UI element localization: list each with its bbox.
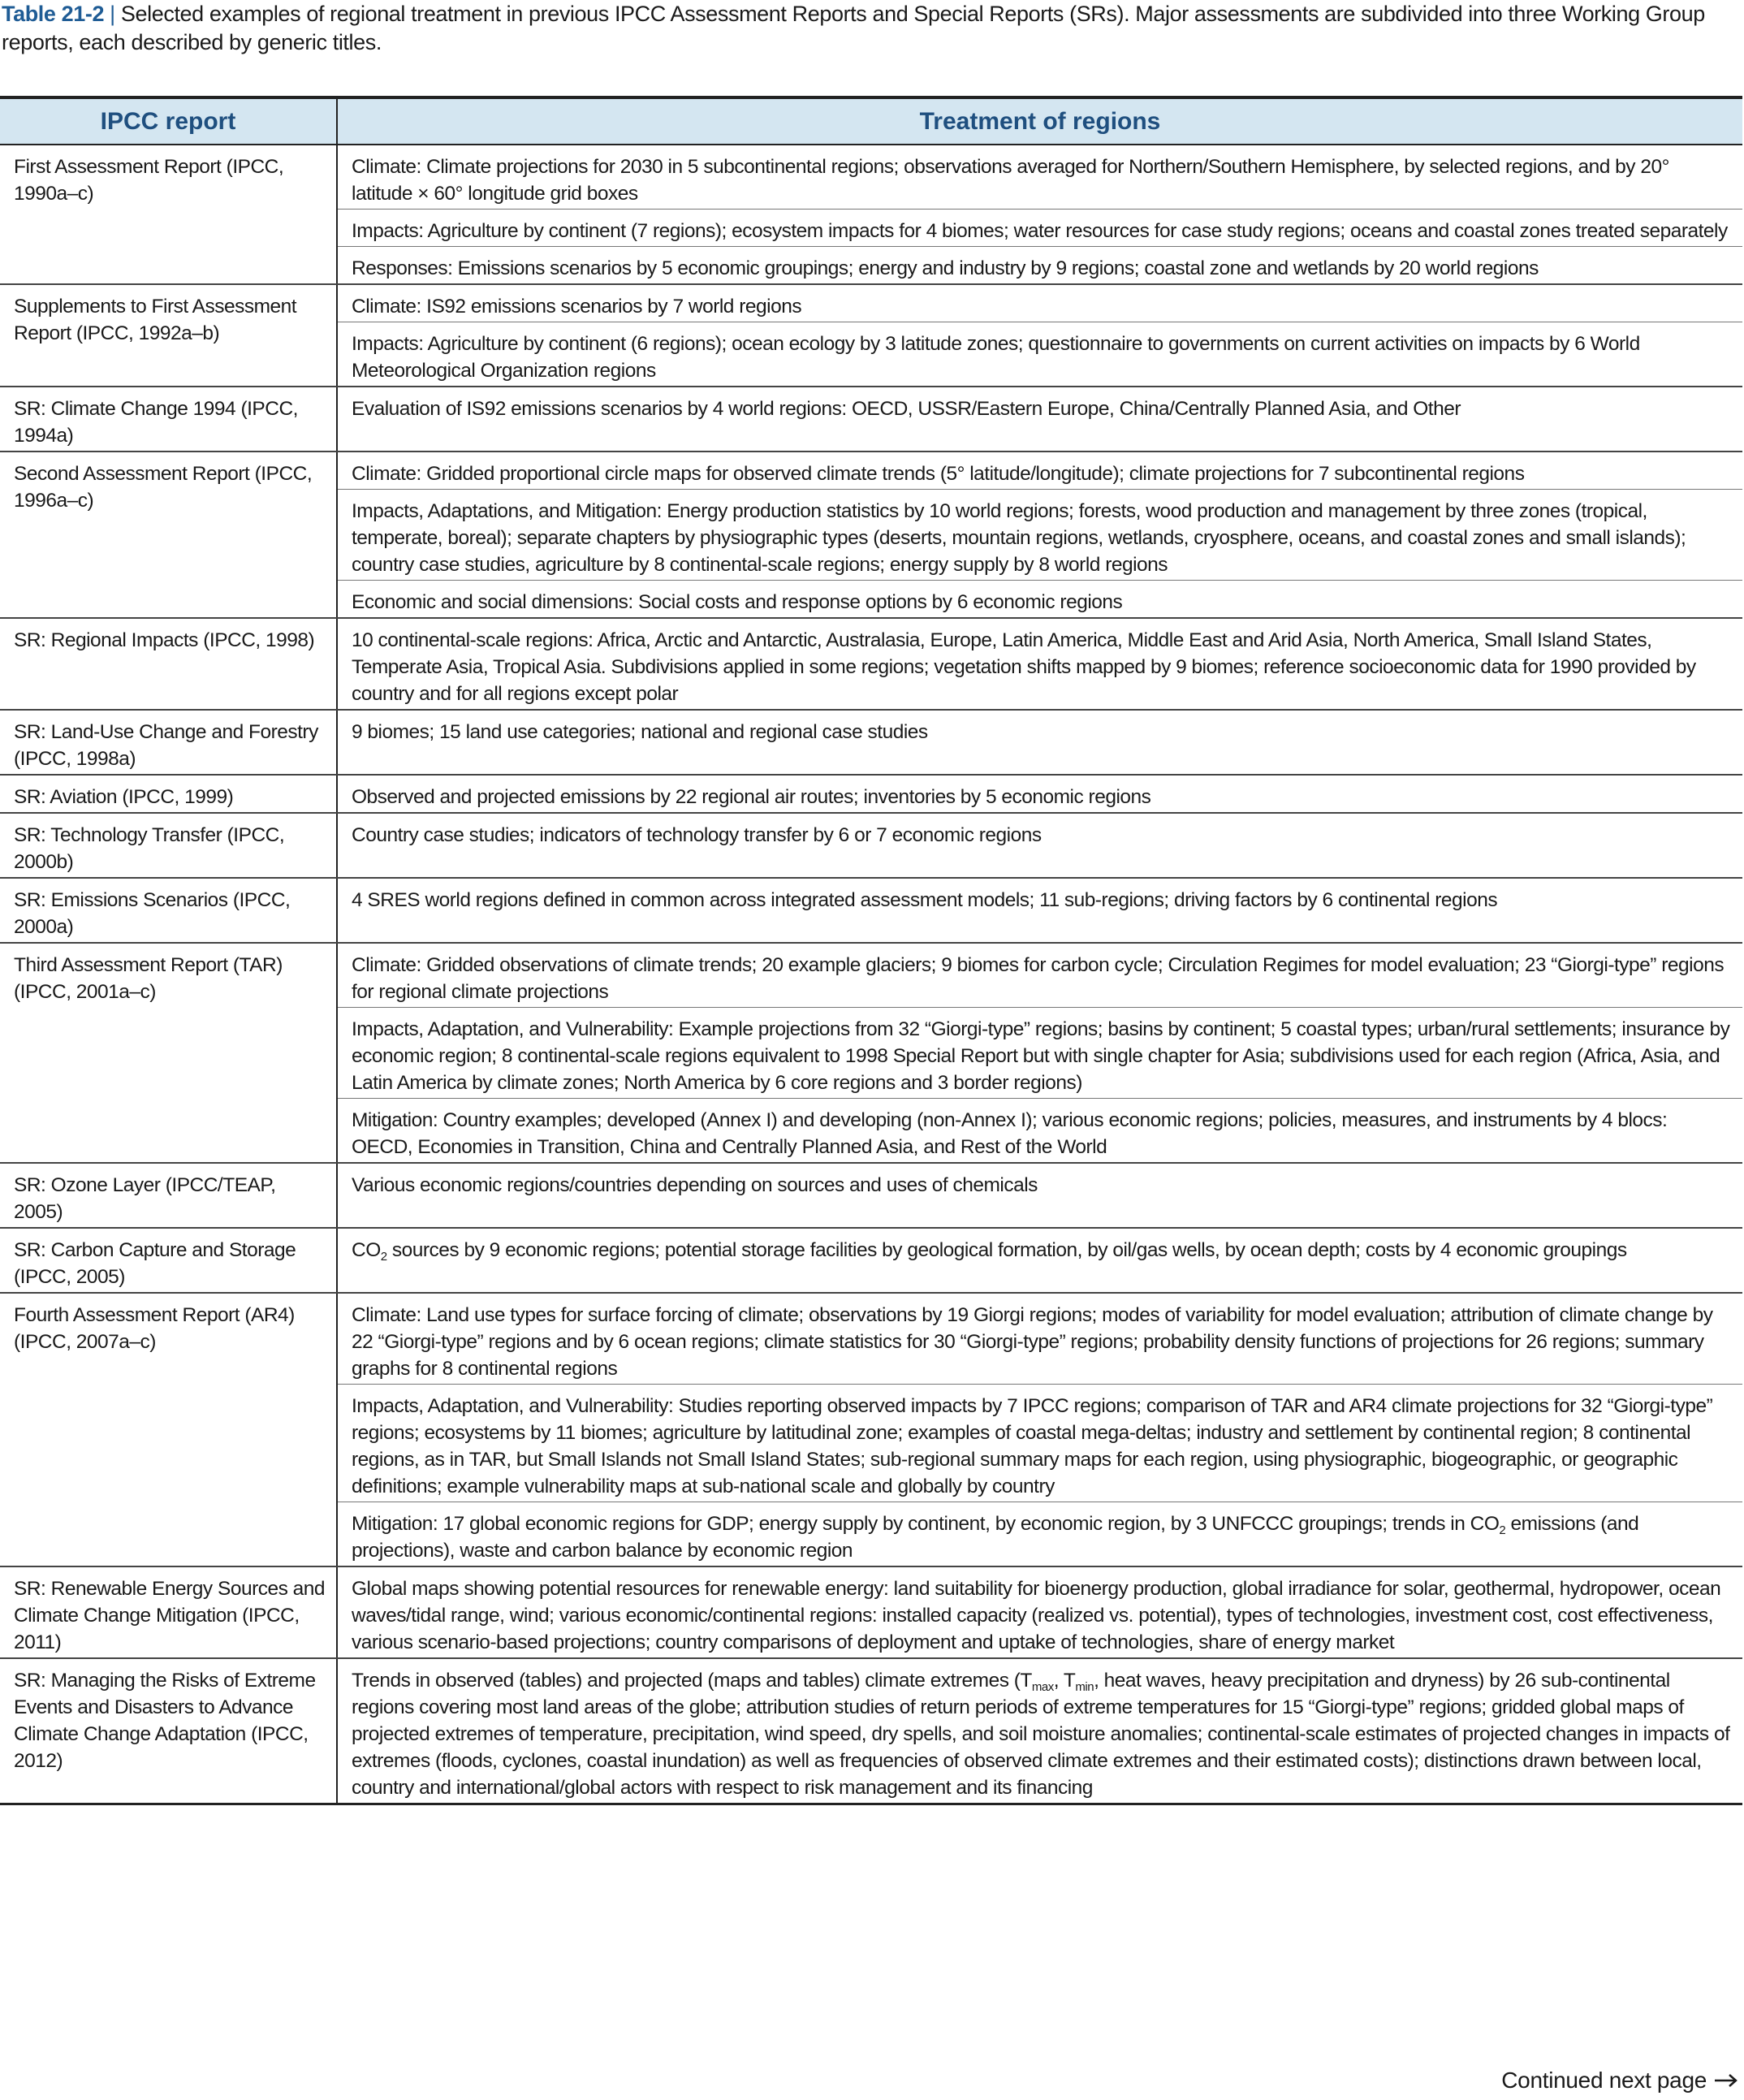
header-report: IPCC report <box>0 97 337 145</box>
treatment-cell: Climate: IS92 emissions scenarios by 7 world regions <box>337 284 1742 322</box>
treatment-cell: Country case studies; indicators of technology transfer by 6 or 7 economic regions <box>337 813 1742 878</box>
treatment-cell: Responses: Emissions scenarios by 5 economic groupings; energy and industry by 9 regions; coastal zone and wetlands by 20 world regions <box>337 247 1742 285</box>
treatment-cell: Impacts, Adaptation, and Vulnerability: Example projections from 32 “Giorgi-type” regions; basins by continent; 5 coastal types; urban/rural settlements; insurance by economic region; 8 continental-scale regions equivalent to 1998 Special Report but with single chapter for Asia; subdivisions used for each region (Africa, Asia, and Latin America by climate zones; North America by 6 core regions and 3 border regions) <box>337 1008 1742 1099</box>
report-cell: SR: Carbon Capture and Storage (IPCC, 2005) <box>0 1228 337 1293</box>
report-cell: First Assessment Report (IPCC, 1990a–c) <box>0 145 337 284</box>
report-cell: SR: Emissions Scenarios (IPCC, 2000a) <box>0 878 337 943</box>
report-cell: SR: Regional Impacts (IPCC, 1998) <box>0 618 337 710</box>
caption-text: Selected examples of regional treatment in previous IPCC Assessment Reports and Special Reports (SRs). Major assessments are subdivided into three Working Group reports, each described by generic titles. <box>2 2 1705 54</box>
treatment-cell: Evaluation of IS92 emissions scenarios by 4 world regions: OECD, USSR/Eastern Europe, China/Centrally Planned Asia, and Other <box>337 387 1742 452</box>
report-cell: SR: Managing the Risks of Extreme Events and Disasters to Advance Climate Change Adaptation (IPCC, 2012) <box>0 1658 337 1804</box>
treatment-cell: Observed and projected emissions by 22 regional air routes; inventories by 5 economic regions <box>337 775 1742 813</box>
table-label: Table 21-2 <box>2 2 105 26</box>
treatment-cell: Mitigation: Country examples; developed (Annex I) and developing (non-Annex I); various economic regions; policies, measures, and instruments by 4 blocs: OECD, Economies in Transition, China and Centrally Planned Asia, and Rest of the World <box>337 1099 1742 1164</box>
report-cell: SR: Renewable Energy Sources and Climate Change Mitigation (IPCC, 2011) <box>0 1566 337 1658</box>
report-cell: Second Assessment Report (IPCC, 1996a–c) <box>0 452 337 618</box>
report-cell: SR: Ozone Layer (IPCC/TEAP, 2005) <box>0 1163 337 1228</box>
treatment-cell: Impacts, Adaptation, and Vulnerability: Studies reporting observed impacts by 7 IPCC regions; comparison of TAR and AR4 climate projections for 32 “Giorgi-type” regions; ecosystems by 11 biomes; agriculture by latitudinal zone; examples of coastal mega-deltas; industry and settlement by continental region; 8 continental regions, as in TAR, but Small Islands not Small Island States; sub-regional summary maps for each region, using physiographic, biogeographic, or geographic definitions; example vulnerability maps at sub-national scale and globally by country <box>337 1385 1742 1502</box>
table-row <box>0 145 1742 210</box>
treatment-cell: Global maps showing potential resources for renewable energy: land suitability for bioenergy production, global irradiance for solar, geothermal, hydropower, ocean waves/tidal range, wind; various economic/continental regions: installed capacity (realized vs. potential), types of technologies, investment cost, cost effectiveness, various scenario-based projections; country comparisons of deployment and uptake of technologies, share of energy market <box>337 1566 1742 1658</box>
table-row <box>0 878 1742 943</box>
report-cell: SR: Aviation (IPCC, 1999) <box>0 775 337 813</box>
report-cell: Fourth Assessment Report (AR4) (IPCC, 2007a–c) <box>0 1293 337 1566</box>
table-body <box>0 145 1742 1804</box>
regions-table <box>0 96 1742 1805</box>
table-caption <box>2 0 1723 57</box>
table-row <box>0 1228 1742 1293</box>
header-treatment: Treatment of regions <box>337 97 1742 145</box>
arrow-right-icon <box>1713 2072 1739 2089</box>
treatment-cell: Climate: Land use types for surface forcing of climate; observations by 19 Giorgi regions; modes of variability for model evaluation; attribution of climate change by 22 “Giorgi-type” regions and by 6 ocean regions; climate statistics for 30 “Giorgi-type” regions; probability density functions of projections for 26 regions; summary graphs for 8 continental regions <box>337 1293 1742 1385</box>
treatment-cell: Trends in observed (tables) and projected (maps and tables) climate extremes ($T_{max}$, $T_{min}$, heat waves, heavy precipitation and dryness) by 26 sub-continental regions covering most land areas of the globe; attribution studies of return periods of extreme temperatures for 15 “Giorgi-type” regions; gridded global maps of projected extremes of temperature, precipitation, wind speed, dry spells, and soil moisture anomalies; continental-scale estimates of projected changes in impacts of extremes (floods, cyclones, coastal inundation) as well as frequencies of observed climate extremes and their estimated costs); distinctions drawn between local, country and international/global actors with respect to risk management and its financing <box>337 1658 1742 1804</box>
report-cell: SR: Climate Change 1994 (IPCC, 1994a) <box>0 387 337 452</box>
table-row <box>0 1163 1742 1228</box>
treatment-cell: 9 biomes; 15 land use categories; national and regional case studies <box>337 710 1742 775</box>
table-row <box>0 1293 1742 1385</box>
report-cell: Supplements to First Assessment Report (IPCC, 1992a–b) <box>0 284 337 387</box>
table-row <box>0 284 1742 322</box>
treatment-cell: Mitigation: 17 global economic regions for GDP; energy supply by continent, by economic region, by 3 UNFCCC groupings; trends in $CO_2$ emissions (and projections), waste and carbon balance by economic region <box>337 1502 1742 1567</box>
treatment-cell: Climate: Gridded observations of climate trends; 20 example glaciers; 9 biomes for carbon cycle; Circulation Regimes for model evaluation; 23 “Giorgi-type” regions for regional climate projections <box>337 943 1742 1008</box>
treatment-cell: Impacts: Agriculture by continent (7 regions); ecosystem impacts for 4 biomes; water resources for case study regions; oceans and coastal zones treated separately <box>337 210 1742 247</box>
treatment-cell: 4 SRES world regions defined in common across integrated assessment models; 11 sub-regions; driving factors by 6 continental regions <box>337 878 1742 943</box>
table-row <box>0 1658 1742 1804</box>
treatment-cell: Climate: Climate projections for 2030 in 5 subcontinental regions; observations averaged for Northern/Southern Hemisphere, by selected regions, and by 20° latitude × 60° longitude grid boxes <box>337 145 1742 210</box>
table-row <box>0 387 1742 452</box>
table-row <box>0 710 1742 775</box>
table-row <box>0 943 1742 1008</box>
treatment-cell: Various economic regions/countries depending on sources and uses of chemicals <box>337 1163 1742 1228</box>
treatment-cell: $CO_2$ sources by 9 economic regions; potential storage facilities by geological formation, by oil/gas wells, by ocean depth; costs by 4 economic groupings <box>337 1228 1742 1293</box>
table-row <box>0 775 1742 813</box>
table-row <box>0 813 1742 878</box>
table-row <box>0 618 1742 710</box>
treatment-cell: 10 continental-scale regions: Africa, Arctic and Antarctic, Australasia, Europe, Latin America, Middle East and Arid Asia, North America, Small Island States, Temperate Asia, Tropical Asia. Subdivisions applied in some regions; vegetation shifts mapped by 9 biomes; reference socioeconomic data for 1990 provided by country and for all regions except polar <box>337 618 1742 710</box>
report-cell: SR: Technology Transfer (IPCC, 2000b) <box>0 813 337 878</box>
continued-text: Continued next page <box>1501 2068 1707 2093</box>
report-cell: Third Assessment Report (TAR) (IPCC, 2001a–c) <box>0 943 337 1163</box>
treatment-cell: Impacts: Agriculture by continent (6 regions); ocean ecology by 3 latitude zones; questionnaire to governments on current activities on impacts by 6 World Meteorological Organization regions <box>337 322 1742 387</box>
treatment-cell: Economic and social dimensions: Social costs and response options by 6 economic regions <box>337 581 1742 619</box>
header-row <box>0 97 1742 145</box>
continued-note <box>1501 2068 1739 2094</box>
report-cell: SR: Land-Use Change and Forestry (IPCC, 1998a) <box>0 710 337 775</box>
table-row <box>0 452 1742 490</box>
caption-separator: | <box>110 2 115 26</box>
treatment-cell: Climate: Gridded proportional circle maps for observed climate trends (5° latitude/longitude); climate projections for 7 subcontinental regions <box>337 452 1742 490</box>
treatment-cell: Impacts, Adaptations, and Mitigation: Energy production statistics by 10 world regions; forests, wood production and management by three zones (tropical, temperate, boreal); separate chapters by physiographic types (deserts, mountain regions, wetlands, cryosphere, oceans, and coastal zones and small islands); country case studies, agriculture by 8 continental-scale regions; energy supply by 8 world regions <box>337 490 1742 581</box>
table-row <box>0 1566 1742 1658</box>
